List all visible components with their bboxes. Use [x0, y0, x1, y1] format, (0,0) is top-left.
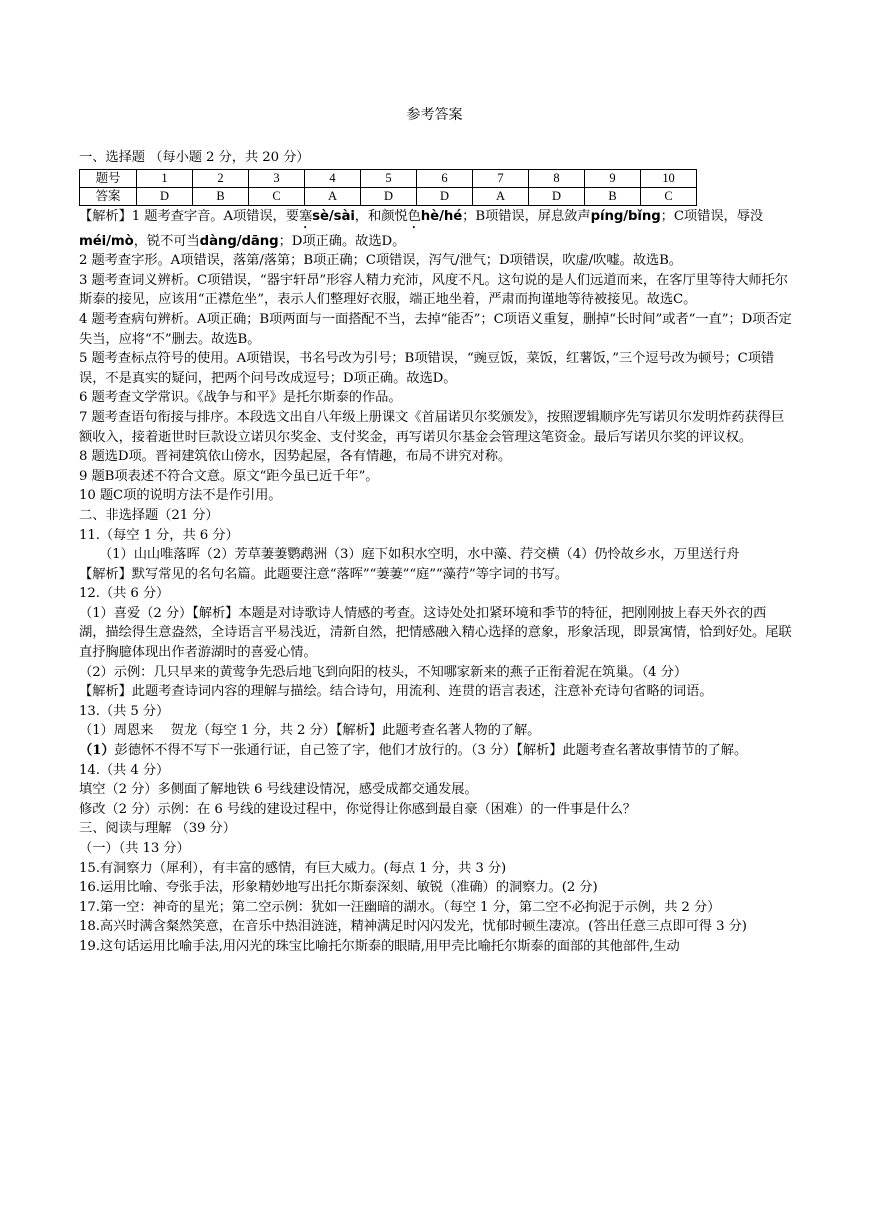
q10-explanation: 10 题C项的说明方法不是作引用。 [79, 488, 282, 504]
q11-note: 【解析】默写常见的名句名篇。此题要注意“落晖”“萋萋”“庭”“藻荇”等字词的书写。 [79, 566, 569, 582]
q3-explanation: 3 题考查词义辨析。C项错误，“器宇轩昂”形容人精力充沛，风度不凡。这句说的是人们远道而来，在客厅里等待大师托尔斯泰的接见，应该用“正襟危坐”，表示人们整理好衣服，端正地坐着，严肃而拘谨地等待被接见。故选C。 [79, 272, 788, 308]
answer-content [79, 148, 792, 957]
table-cell: B [585, 187, 641, 205]
table-header-answer: 答案 [80, 187, 137, 205]
table-cell: 6 [417, 169, 473, 187]
pinyin: dàng/dāng [199, 233, 279, 249]
table-cell: 10 [641, 169, 697, 187]
table-cell: 2 [193, 169, 249, 187]
table-row-numbers [80, 169, 697, 187]
q14-head: 14.（共 4 分） [79, 762, 170, 778]
q16-answer: 16.运用比喻、夸张手法，形象精妙地写出托尔斯泰深刻、敏锐（准确）的洞察力。(2 分) [79, 880, 598, 896]
analysis-tag: 【解析】 [79, 208, 132, 224]
section1-heading: 一、选择题 （每小题 2 分，共 20 分） [79, 150, 310, 165]
q12-part1: （1）喜爱（2 分）【解析】本题是对诗歌诗人情感的考查。这诗处处扣紧环境和季节的特征，把刚刚披上春天外衣的西湖，描绘得生意盎然，全诗语言平易浅近，清新自然，把情感融入精心选择的意象，形象活现，即景寓情，恰到好处。尾联直抒胸臆体现出作者游湖时的喜爱心情。 [79, 605, 792, 661]
section3-sub1: （一）（共 13 分） [79, 841, 190, 856]
analysis-tag: 【解析】 [79, 566, 132, 582]
q8-explanation: 8 题选D项。晋祠建筑依山傍水，因势起屋，各有情趣，布局不讲究对称。 [79, 449, 512, 465]
q11-head: 11.（每空 1 分，共 6 分） [79, 527, 239, 543]
pinyin: píng/bǐng [590, 208, 661, 224]
q14-revise: 修改（2 分）示例：在 6 号线的建设过程中，你觉得让你感到最自豪（困难）的一件事是什么？ [79, 801, 636, 817]
table-cell: A [305, 187, 361, 205]
q19-answer: 19.这句话运用比喻手法,用闪光的珠宝比喻托尔斯泰的眼睛,用甲壳比喻托尔斯泰的面部的其他部件,生动 [79, 938, 680, 954]
q18-answer: 18.高兴时满含粲然笑意，在音乐中热泪涟涟，精神满足时闪闪发光，忧郁时顿生凄凉。(答出任意三点即可得 3 分) [79, 919, 747, 935]
table-cell: 3 [249, 169, 305, 187]
answer-table [79, 169, 697, 206]
table-cell: C [249, 187, 305, 205]
table-cell: D [361, 187, 417, 205]
table-cell: B [193, 187, 249, 205]
q12-note: 【解析】此题考查诗词内容的理解与描绘。结合诗句，用流利、连贯的语言表述，注意补充诗句省略的词语。 [79, 684, 713, 700]
analysis-tag: 【解析】 [79, 684, 132, 700]
table-cell: 7 [473, 169, 529, 187]
table-cell: C [641, 187, 697, 205]
q17-answer: 17.第一空：神奇的星光；第二空示例：犹如一汪幽暗的湖水。（每空 1 分，第二空不必拘泥于示例，共 2 分） [79, 899, 721, 915]
q12-head: 12.（共 6 分） [79, 586, 170, 602]
q12-part2: （2）示例：几只早来的黄莺争先恐后地飞到向阳的枝头，不知哪家新来的燕子正衔着泥在筑巢。（4 分） [79, 664, 688, 680]
q13-head: 13.（共 5 分） [79, 703, 170, 719]
table-cell: 1 [137, 169, 193, 187]
table-cell: D [529, 187, 585, 205]
q13-part2: （1）彭德怀不得不写下一张通行证，自己签了字，他们才放行的。（3 分）【解析】此题考查名著故事情节的了解。 [79, 743, 748, 759]
analysis-tag: 【解析】 [192, 605, 239, 621]
q15-answer: 15.有洞察力（犀利），有丰富的感情，有巨大威力。(每点 1 分，共 3 分) [79, 860, 507, 876]
table-cell: 5 [361, 169, 417, 187]
page-title: 参考答案 [406, 107, 463, 123]
q6-explanation: 6 题考查文学常识。《战争与和平》是托尔斯泰的作品。 [79, 390, 402, 406]
table-cell: 4 [305, 169, 361, 187]
q13-part1: （1）周恩来 贺龙（每空 1 分，共 2 分）【解析】此题考查名著人物的了解。 [79, 723, 541, 739]
q1-explanation: 【解析】1 题考查字音。A项错误，要塞sè/sài，和颜悦色hè/hé；B项错误，屏息敛声píng/bǐng；C项错误，辱没méi/mò，锐不可当dàng/dāng；D项正确。故选D。 [79, 208, 764, 249]
section2-heading: 二、非选择题（21 分） [79, 507, 219, 523]
table-row-answers [80, 187, 697, 205]
q4-explanation: 4 题考查病句辨析。A项正确；B项两面与一面搭配不当，去掉“能否”；C项语义重复，删掉“长时间”或者“一直”；D项否定失当，应将“不”删去。故选B。 [79, 311, 792, 347]
q11-answer: （1）山山唯落晖（2）芳草萋萋鹦鹉洲（3）庭下如积水空明，水中藻、荇交横（4）仍怜故乡水，万里送行舟 [98, 547, 740, 563]
analysis-tag: 【解析】 [516, 743, 563, 759]
q14-fill: 填空（2 分）多侧面了解地铁 6 号线建设情况，感受成都交通发展。 [79, 782, 478, 798]
pinyin: sè/sài [312, 208, 355, 224]
table-cell: 9 [585, 169, 641, 187]
analysis-tag: 【解析】 [335, 723, 383, 739]
table-cell: D [417, 187, 473, 205]
pinyin: hè/hé [420, 208, 463, 224]
pinyin: méi/mò [79, 233, 134, 249]
q2-explanation: 2 题考查字形。A项错误，落第/落第；B项正确；C项错误，泻气/泄气；D项错误，吹虚/吹嘘。故选B。 [79, 253, 682, 269]
q7-explanation: 7 题考查语句衔接与排序。本段选文出自八年级上册课文《首届诺贝尔奖颁发》，按照逻辑顺序先写诺贝尔发明炸药获得巨额收入，接着逝世时巨款设立诺贝尔奖金、支付奖金，再写诺贝尔基金会管理这笔资金。最后写诺贝尔奖的评议权。 [79, 409, 785, 445]
table-cell: D [137, 187, 193, 205]
table-cell: 8 [529, 169, 585, 187]
section3-heading: 三、阅读与理解 （39 分） [79, 821, 236, 837]
table-cell: A [473, 187, 529, 205]
q5-explanation: 5 题考查标点符号的使用。A项错误，书名号改为引号；B项错误，“豌豆饭，菜饭，红薯饭，”三个逗号改为顿号；C项错误，不是真实的疑问，把两个问号改成逗号；D项正确。故选D。 [79, 351, 775, 386]
table-header-number: 题号 [80, 169, 137, 187]
q9-explanation: 9 题B项表述不符合文意。原文“距今虽已近千年”。 [79, 468, 379, 484]
